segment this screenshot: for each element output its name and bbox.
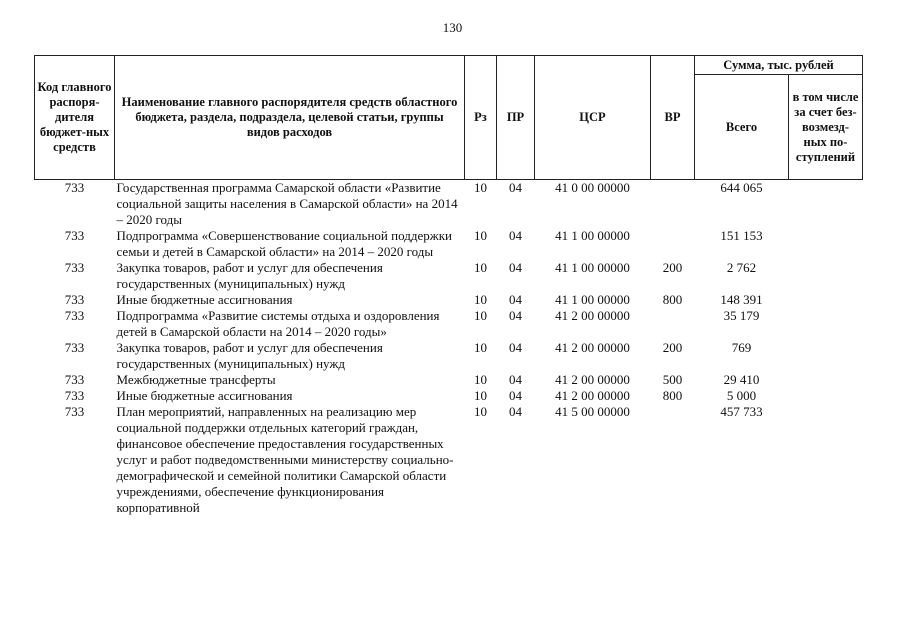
- row-pr: 04: [509, 404, 522, 419]
- table-row: [35, 260, 863, 292]
- row-free: [789, 340, 863, 372]
- row-rz: 10: [474, 340, 487, 355]
- row-name: Иные бюджетные ассигнования: [116, 388, 293, 403]
- row-pr: 04: [509, 228, 522, 243]
- row-total: 29 410: [723, 372, 760, 387]
- row-csr: 41 2 00 00000: [555, 308, 630, 323]
- row-pr: 04: [509, 340, 522, 355]
- row-pr: 04: [509, 388, 522, 403]
- row-vr: [651, 404, 695, 516]
- table-row: [35, 180, 863, 229]
- row-total: 2 762: [726, 260, 757, 275]
- row-free: [789, 308, 863, 340]
- row-name: План мероприятий, направленных на реализацию мер социальной поддержки отдельных категорий граждан, финансовое обеспечение предоставления государственных услуг и работ подведомственными министерству социально-демографической и семейной политики Самарской области учреждениями, обеспечение функционирования корпоративной: [116, 404, 454, 515]
- header-name: Наименование главного распорядителя средств областного бюджета, раздела, подраздела, целевой статьи, группы видов расходов: [115, 56, 465, 180]
- row-csr: 41 1 00 00000: [555, 260, 630, 275]
- header-vr: ВР: [651, 56, 695, 180]
- header-free: в том числе за счет без-возмезд-ных по-ступлений: [789, 75, 863, 180]
- row-vr: [651, 308, 695, 340]
- row-csr: 41 1 00 00000: [555, 228, 630, 243]
- header-total: Всего: [695, 75, 789, 180]
- row-free: [789, 372, 863, 388]
- row-pr: 04: [509, 308, 522, 323]
- header-sum: Сумма, тыс. рублей: [695, 56, 863, 75]
- row-csr: 41 2 00 00000: [555, 372, 630, 387]
- table-row: [35, 340, 863, 372]
- row-free: [789, 228, 863, 260]
- row-csr: 41 0 00 00000: [555, 180, 630, 195]
- row-name: Закупка товаров, работ и услуг для обеспечения государственных (муниципальных) нужд: [116, 340, 383, 371]
- row-name: Межбюджетные трансферты: [116, 372, 276, 387]
- row-pr: 04: [509, 260, 522, 275]
- row-code: 733: [64, 180, 85, 195]
- row-free: [789, 388, 863, 404]
- table-row: [35, 404, 863, 516]
- row-total: 148 391: [720, 292, 763, 307]
- row-vr: 800: [662, 388, 683, 403]
- row-pr: 04: [509, 180, 522, 195]
- row-name: Государственная программа Самарской области «Развитие социальной защиты населения в Самарской области» на 2014 – 2020 годы: [116, 180, 458, 227]
- header-pr: ПР: [497, 56, 535, 180]
- row-code: 733: [64, 404, 85, 419]
- row-name: Подпрограмма «Совершенствование социальной поддержки семьи и детей в Самарской области» на 2014 – 2020 годы: [116, 228, 452, 259]
- row-total: 644 065: [720, 180, 763, 195]
- row-rz: 10: [474, 228, 487, 243]
- row-code: 733: [64, 260, 85, 275]
- table-row: [35, 388, 863, 404]
- page-number: 130: [442, 20, 463, 35]
- row-csr: 41 2 00 00000: [555, 340, 630, 355]
- row-pr: 04: [509, 292, 522, 307]
- row-free: [789, 404, 863, 516]
- row-pr: 04: [509, 372, 522, 387]
- row-code: 733: [64, 308, 85, 323]
- row-rz: 10: [474, 308, 487, 323]
- header-code: Код главного распоря-дителя бюджет-ных средств: [35, 56, 115, 180]
- row-vr: 200: [662, 340, 683, 355]
- row-rz: 10: [474, 292, 487, 307]
- table-row: [35, 292, 863, 308]
- header-rz: Рз: [465, 56, 497, 180]
- row-code: 733: [64, 372, 85, 387]
- row-total: 457 733: [720, 404, 763, 419]
- row-total: 35 179: [723, 308, 760, 323]
- row-total: 769: [731, 340, 752, 355]
- row-free: [789, 180, 863, 229]
- table-row: [35, 372, 863, 388]
- row-name: Закупка товаров, работ и услуг для обеспечения государственных (муниципальных) нужд: [116, 260, 383, 291]
- row-code: 733: [64, 340, 85, 355]
- table-header: [35, 56, 863, 180]
- row-total: 151 153: [720, 228, 763, 243]
- row-vr: 500: [662, 372, 683, 387]
- row-name: Подпрограмма «Развитие системы отдыха и оздоровления детей в Самарской области на 2014 – 2020 годы»: [116, 308, 440, 339]
- table-body: [35, 180, 863, 517]
- row-csr: 41 1 00 00000: [555, 292, 630, 307]
- row-name: Иные бюджетные ассигнования: [116, 292, 293, 307]
- row-rz: 10: [474, 404, 487, 419]
- row-vr: 800: [662, 292, 683, 307]
- row-free: [789, 260, 863, 292]
- row-csr: 41 2 00 00000: [555, 388, 630, 403]
- row-vr: 200: [662, 260, 683, 275]
- row-code: 733: [64, 228, 85, 243]
- row-csr: 41 5 00 00000: [555, 404, 630, 419]
- row-code: 733: [64, 292, 85, 307]
- row-free: [789, 292, 863, 308]
- table-row: [35, 228, 863, 260]
- budget-table: [34, 55, 863, 516]
- header-csr: ЦСР: [535, 56, 651, 180]
- row-vr: [651, 228, 695, 260]
- row-rz: 10: [474, 260, 487, 275]
- row-rz: 10: [474, 388, 487, 403]
- row-rz: 10: [474, 180, 487, 195]
- row-code: 733: [64, 388, 85, 403]
- row-vr: [651, 180, 695, 229]
- row-rz: 10: [474, 372, 487, 387]
- row-total: 5 000: [726, 388, 757, 403]
- table-row: [35, 308, 863, 340]
